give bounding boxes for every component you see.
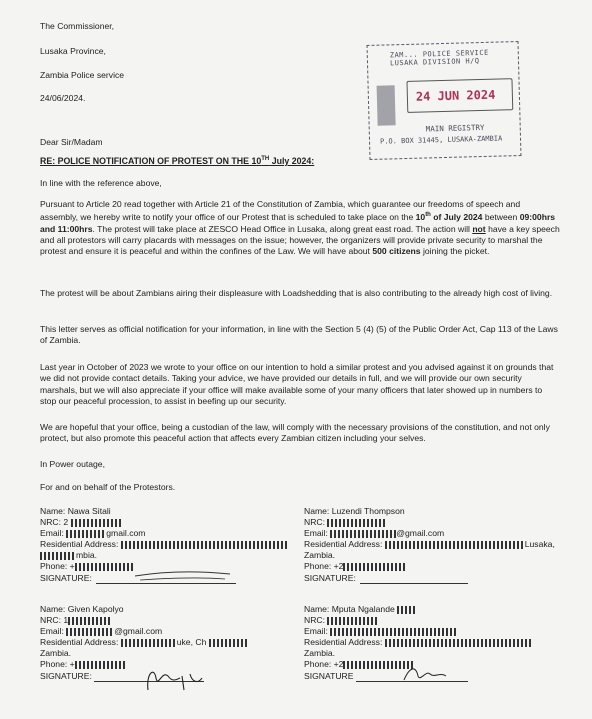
- email-label: Email:: [304, 626, 328, 636]
- phone-label: Phone: +: [40, 659, 75, 669]
- email-label: Email:: [304, 528, 328, 538]
- stamp-line-3: MAIN REGISTRY: [425, 122, 485, 134]
- signatory-address: [304, 539, 555, 550]
- signatory-address: [304, 637, 533, 648]
- stamp-smudge: [377, 85, 396, 125]
- address-label: Residential Address:: [40, 539, 119, 549]
- paragraph-1: [40, 199, 560, 258]
- addressee-line-1: The Commissioner,: [40, 21, 115, 31]
- signature-line: [360, 583, 468, 584]
- nrc-label: NRC:: [304, 615, 326, 625]
- email-tail: @gmail.com: [114, 626, 163, 636]
- nrc-label: NRC: 2: [40, 517, 69, 527]
- address-label: Residential Address:: [304, 637, 383, 647]
- nrc-label: NRC:: [304, 517, 326, 527]
- p1-a: Pursuant to Article 20 read together with Article 21 of the Constitution of Zambia, which guarantee our freedoms of speech and assembly, we hereby write to notify your office of our Protest that is scheduled to take place on the: [40, 199, 521, 223]
- stamp-date-box: [406, 78, 513, 113]
- email-label: Email:: [40, 626, 64, 636]
- redaction: [121, 639, 177, 647]
- addressee-line-3: Zambia Police service: [40, 70, 125, 80]
- phone-label: Phone: +: [40, 561, 75, 571]
- address-line-2: mbia.: [76, 550, 98, 560]
- nrc-label: NRC: 1: [40, 615, 69, 625]
- p1-g: not: [472, 223, 486, 234]
- signatory-nrc: [40, 517, 123, 528]
- name-text: Name: Mputa Ngalande: [304, 604, 395, 614]
- stamp-date: 24 JUN 2024: [415, 87, 496, 104]
- signatory-nrc: [40, 615, 110, 626]
- signature-scribble: [400, 660, 460, 686]
- signatory-address: [40, 539, 289, 550]
- stamp-line-4: P.O. BOX 31445, LUSAKA-ZAMBIA: [379, 134, 503, 146]
- signatory-signature-label: SIGNATURE: [304, 671, 354, 681]
- address-label: Residential Address:: [40, 637, 119, 647]
- address-tail: uke, Ch: [176, 637, 207, 647]
- p1-b-sup: th: [425, 212, 431, 219]
- redaction: [40, 552, 76, 560]
- paragraph-5: We are hopeful that your office, being a custodian of the law, will comply with the necessary provisions of the constitution, and not only protect, but also promote this peaceful action that affects every Zambian citizen including your selves.: [40, 422, 550, 444]
- p1-b: 10: [415, 212, 426, 223]
- redaction: [385, 541, 525, 549]
- paragraph-3: This letter serves as official notification for your information, in line with the Section 5 (4) (5) of the Public Order Act, Cap 113 of the Laws of Zambia.: [40, 324, 558, 346]
- redaction: [327, 617, 377, 625]
- police-received-stamp: [367, 41, 522, 160]
- redaction: [75, 661, 125, 669]
- redaction: [209, 639, 249, 647]
- p1-d: between: [482, 212, 520, 223]
- stamp-line-2: LUSAKA DIVISION H/Q: [389, 57, 480, 68]
- signatory-address-2: Zambia.: [304, 648, 336, 658]
- closing-line-2: For and on behalf of the Protestors.: [40, 482, 176, 492]
- redaction: [75, 563, 133, 571]
- redaction: [66, 530, 106, 538]
- signature-scribble: [130, 558, 240, 584]
- signatory-phone: [40, 561, 133, 572]
- p1-i: 500 citizens: [372, 246, 421, 257]
- redaction: [71, 519, 123, 527]
- paragraph-4: Last year in October of 2023 we wrote to your office on our intention to hold a similar protest and you advised against it on grounds that we did not provide contact details. Taking your advice, we have provided our details in full, and we will provide our own security marshals, but we will also appreciate if your office will make available some of your many officers that later showed up in numbers to stop our peaceful procession, to assist in beefing up our security.: [40, 362, 554, 407]
- subject-sup: TH: [261, 156, 270, 162]
- signatory-email: [304, 528, 444, 539]
- address-label: Residential Address:: [304, 539, 383, 549]
- signatory-signature-label: SIGNATURE:: [40, 671, 92, 681]
- address-tail: Lusaka,: [524, 539, 555, 549]
- salutation: Dear Sir/Madam: [40, 137, 103, 147]
- signatory-phone: [40, 659, 125, 670]
- signatory-name: Name: Nawa Sitali: [40, 506, 111, 516]
- stamp-line-1: ZAM... POLICE SERVICE: [389, 48, 489, 60]
- redaction: [121, 541, 289, 549]
- redaction: [330, 628, 456, 636]
- signatory-address-2: Zambia.: [40, 648, 72, 658]
- p1-h: have a key speech and all protestors will carry placards with messages on the issue; however, the organizers will provide private security to marshal the protest and ensure it is peaceful and within the confines of the Law. We will have about: [40, 223, 560, 257]
- signatory-name: Name: Luzendi Thompson: [304, 506, 405, 516]
- email-tail: gmail.com: [106, 528, 146, 538]
- signatory-address: [40, 637, 249, 648]
- signatory-address-2: [40, 550, 97, 561]
- signature-scribble: [140, 660, 210, 694]
- phone-label: Phone: +2: [304, 659, 344, 669]
- email-label: Email:: [40, 528, 64, 538]
- closing-line-1: In Power outage,: [40, 459, 105, 469]
- p1-f: . The protest will take place at ZESCO Head Office in Lusaka, along great east road. The action will: [92, 223, 473, 234]
- phone-label: Phone: +2: [304, 561, 344, 571]
- redaction: [66, 628, 114, 636]
- signatory-signature-label: SIGNATURE:: [40, 573, 92, 583]
- p1-e: 09:00hrs and 11:00hrs: [40, 212, 556, 234]
- signatory-email: [304, 626, 456, 637]
- p1-c: of July 2024: [430, 212, 483, 223]
- subject-prefix: RE: POLICE NOTIFICATION OF PROTEST ON THE 10: [40, 155, 262, 166]
- signatory-signature-label: SIGNATURE:: [304, 573, 356, 583]
- email-tail: @gmail.com: [396, 528, 445, 538]
- subject-suffix: July 2024:: [269, 155, 315, 166]
- redaction: [327, 519, 387, 527]
- redaction: [397, 606, 415, 614]
- signatory-name: [304, 604, 415, 615]
- signatory-address-2: Zambia.: [304, 550, 336, 560]
- p1-j: joining the picket.: [420, 246, 490, 257]
- signatory-email: [40, 528, 145, 539]
- redaction: [343, 563, 407, 571]
- signatory-nrc: [304, 517, 387, 528]
- signatory-phone: [304, 561, 407, 572]
- paragraph-2: The protest will be about Zambians airing their displeasure with Loadshedding that is also contributing to the already high cost of living.: [40, 288, 553, 298]
- redaction: [385, 639, 533, 647]
- subject-line: [40, 154, 314, 167]
- signatory-email: [40, 626, 162, 637]
- redaction: [68, 617, 110, 625]
- letter-date: 24/06/2024.: [40, 93, 86, 103]
- redaction: [330, 530, 396, 538]
- signatory-name: Name: Given Kapolyo: [40, 604, 124, 614]
- addressee-line-2: Lusaka Province,: [40, 46, 106, 56]
- intro-text: In line with the reference above,: [40, 178, 162, 188]
- signatory-nrc: [304, 615, 377, 626]
- signatory-phone: [304, 659, 413, 670]
